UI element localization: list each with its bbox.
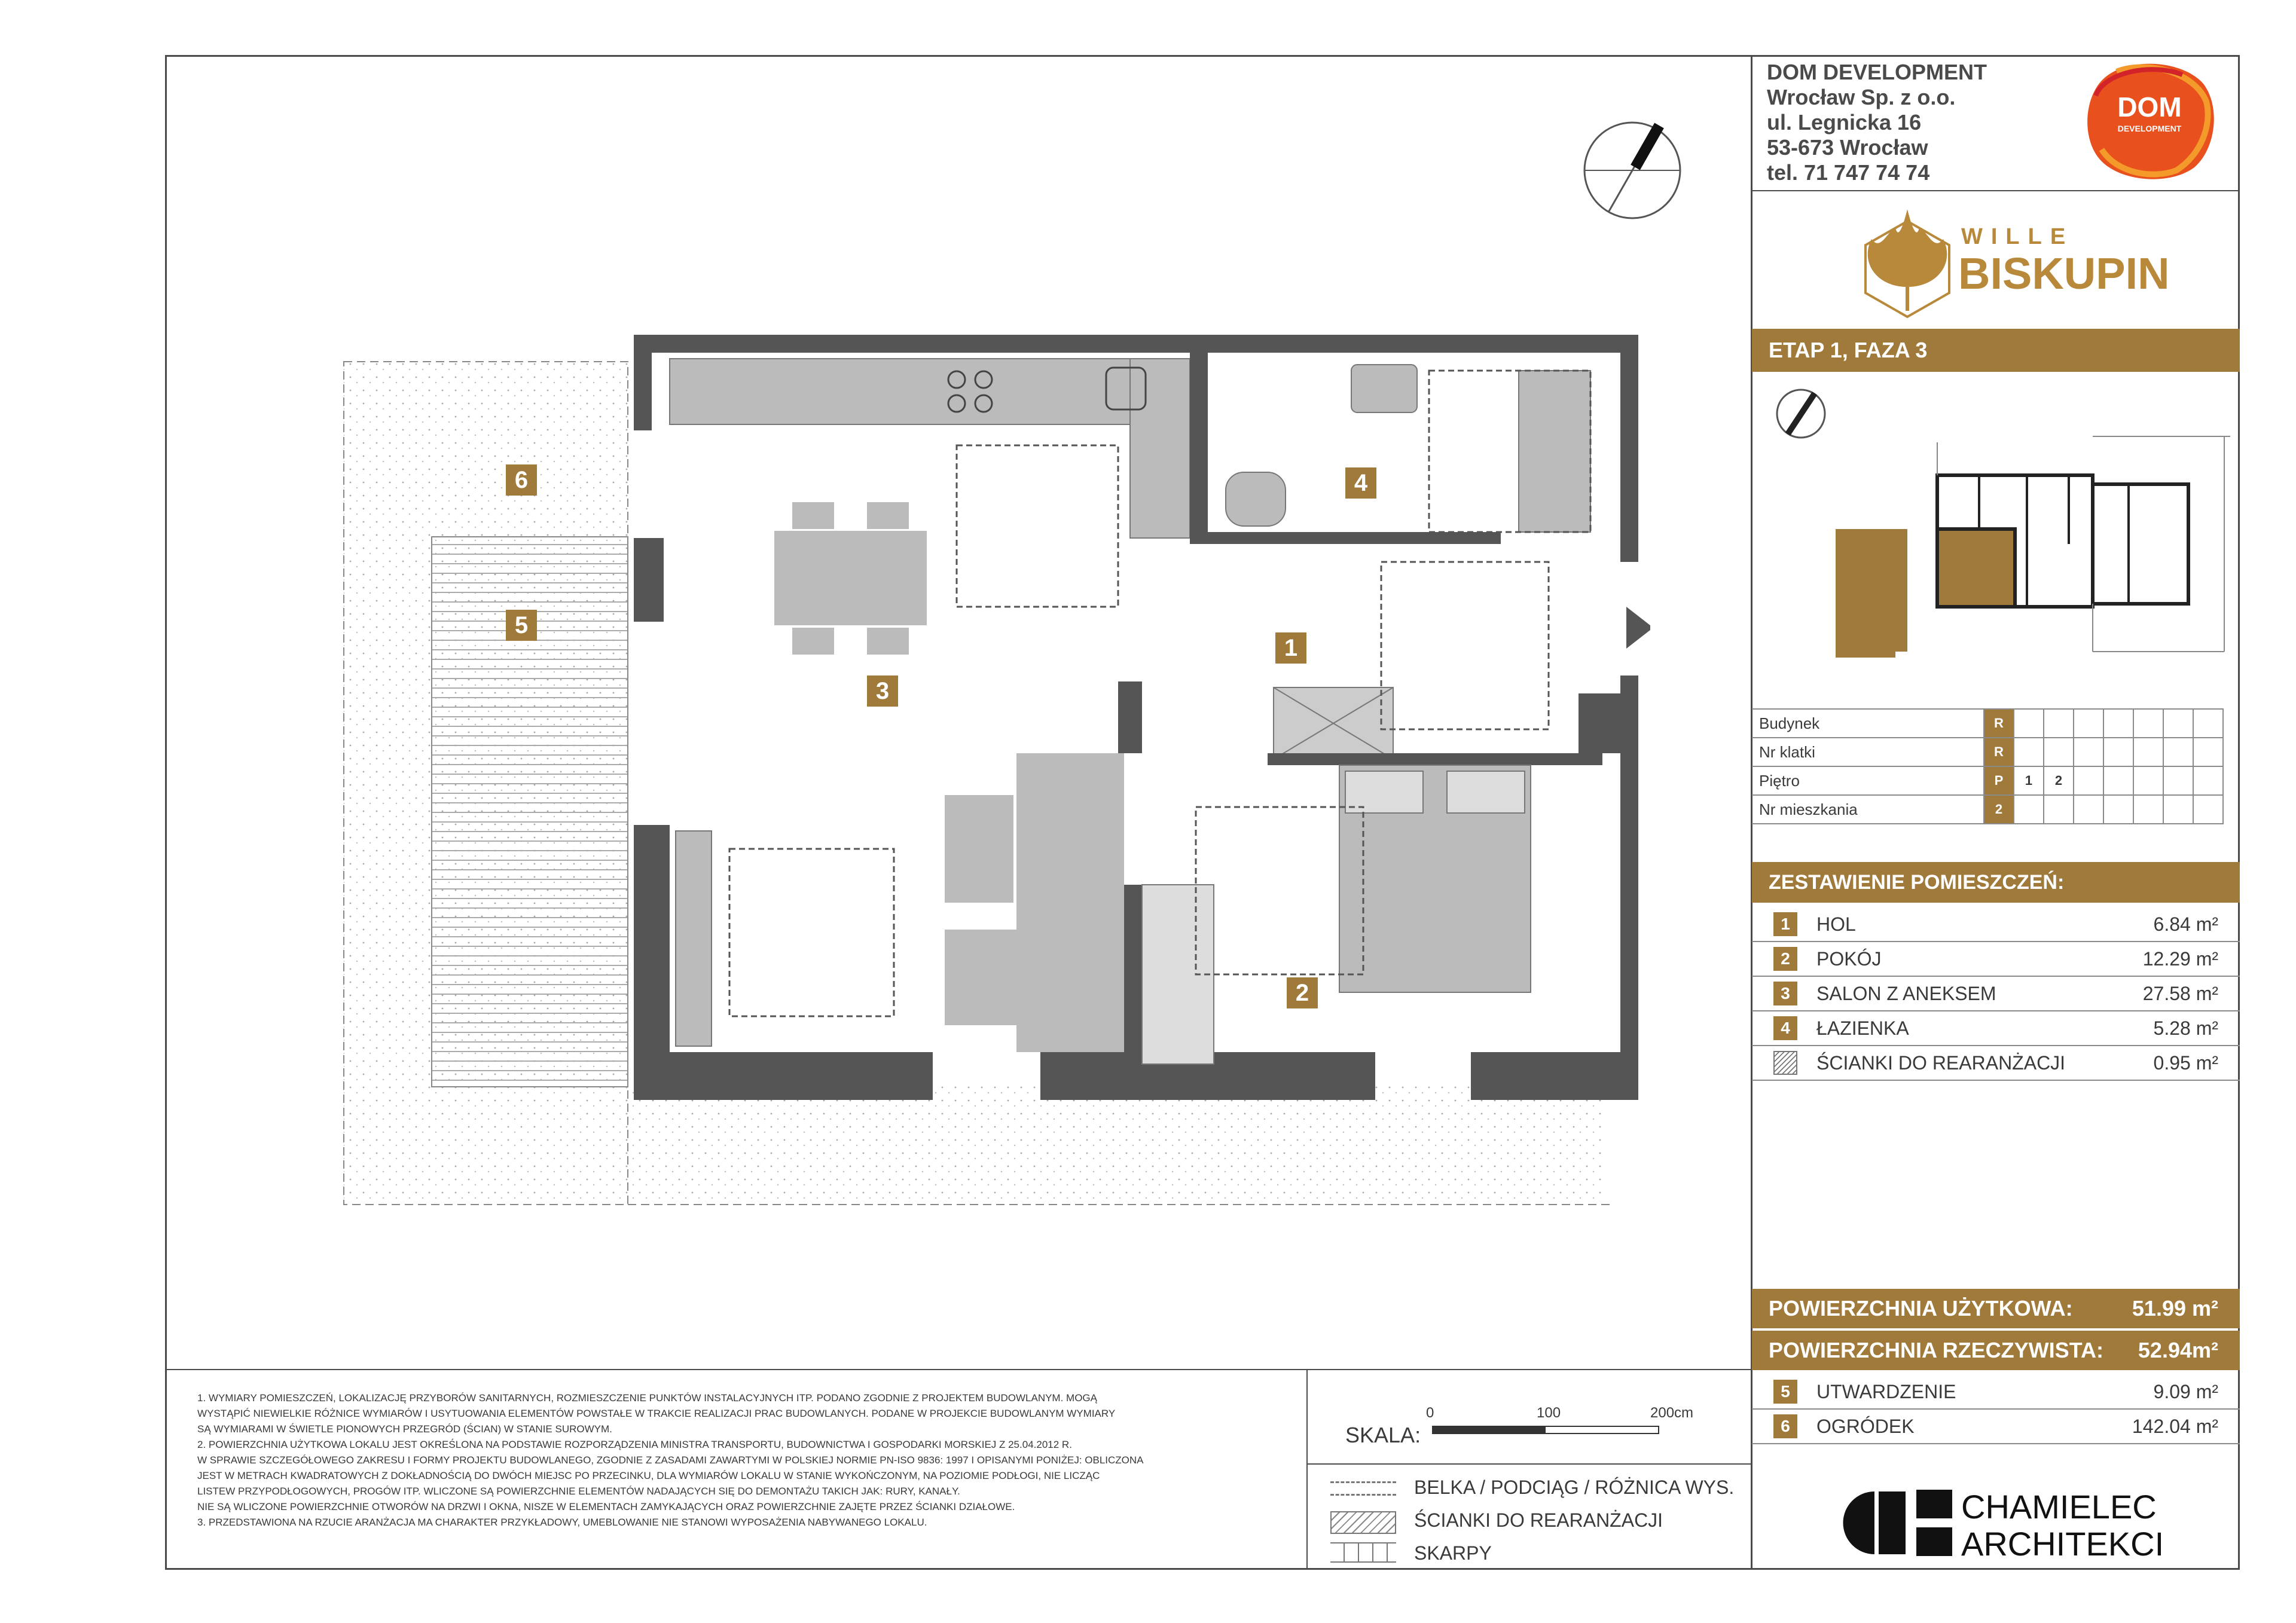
meta-row-mieszkanie [1752,795,2223,824]
note-line: LISTEW PRZYPODŁOGOWYCH, PROGÓW ITP. WLICZONE SĄ POWIERZCHNIE ELEMENTÓW NADAJĄCYCH SIĘ DO DEMONTAŻU TAKICH JAK: RURY, KANAŁY. [197,1486,960,1497]
dom-development-logo [2081,60,2218,182]
architect-square-icon [1916,1527,1952,1556]
company-line2: Wrocław Sp. z o.o. [1767,85,1956,109]
room-num: 2 [1773,947,1797,971]
slope-legend-icon [1330,1542,1396,1563]
plan-label-3: 3 [867,676,898,707]
real-area-label: POWIERZCHNIA RZECZYWISTA: [1769,1338,2103,1362]
company-name: DOM DEVELOPMENT [1767,60,1987,84]
room-name: HOL [1816,913,1856,935]
note-line: W SPRAWIE SZCZEGÓŁOWEGO ZAKRESU I FORMY PROJEKTU BUDOWLANEGO, ZGODNIE Z ZASADAMI ZAWARTYMI W POLSKIEJ NORMIE PN-ISO 9836: 1997 I OPISANYMI PONIŻEJ: OBLICZONA [197,1454,1144,1466]
note-line: SĄ WYMIARAMI W ŚWIETLE PIONOWYCH PRZEGRÓD (ŚCIAN) W STANIE SUROWYM. [197,1423,612,1435]
usable-area-label: POWIERZCHNIA UŻYTKOWA: [1769,1296,2073,1321]
room-row [1752,942,2240,977]
real-area-row [1752,1331,2240,1370]
room-row [1752,907,2240,942]
room-area: 142.04 m² [2132,1416,2218,1437]
notes-block [197,1390,1297,1530]
meta-floor-1: 1 [2014,766,2044,795]
company-phone: tel. 71 747 74 74 [1767,160,1930,185]
usable-area-row [1752,1289,2240,1328]
meta-label: Nr klatki [1752,738,1984,766]
scale-tick-100: 100 [1537,1405,1561,1421]
logo-text: DOM [2117,91,2182,123]
beam-legend-icon [1330,1481,1396,1496]
hatch-swatch-icon [1773,1051,1797,1075]
room-name: UTWARDZENIE [1816,1381,1956,1402]
architect-line1: CHAMIELEC [1961,1488,2157,1526]
legend-hatch: ŚCIANKI DO REARANŻACJI [1414,1509,1663,1531]
room-row [1752,977,2240,1011]
plan-label-4: 4 [1345,467,1376,499]
scale-bar [1432,1426,1659,1434]
note-line: 1. WYMIARY POMIESZCZEŃ, LOKALIZACJĘ PRZYBORÓW SANITARNYCH, ROZMIESZCZENIE PUNKTÓW INSTALACYJNYCH ITP. PODANO ZGODNIE Z PROJEKTEM BUDOWLANYM. MOGĄ [197,1392,1097,1404]
note-line: NIE SĄ WLICZONE POWIERZCHNIE OTWORÓW NA DRZWI I OKNA, NISZE W ELEMENTACH ZAMYKAJĄCYCH ORAZ POWIERZCHNIE ZAJĘTE PRZEZ ŚCIANKI DZIAŁOWE. [197,1501,1015,1512]
plan-label-2: 2 [1287,977,1318,1008]
meta-label: Piętro [1752,766,1984,795]
notes-vdivider [1306,1369,1308,1570]
wille-text: WILLE [1961,224,2074,249]
note-line: JEST W METRACH KWADRATOWYCH Z DOKŁADNOŚCIĄ DO DWÓCH MIEJSC PO PRZECINKU, DLA WYMIARÓW LOKALU W STANIE WYKOŃCZONYM, NA POZIOMIE PODŁOGI, NIE LICZĄC [197,1470,1100,1481]
hatch-legend-icon [1330,1511,1396,1534]
room-name: POKÓJ [1816,948,1882,970]
rooms-title: ZESTAWIENIE POMIESZCZEŃ: [1752,862,2240,903]
usable-area-value: 51.99 m² [2132,1296,2218,1321]
meta-value: P [1984,766,2014,795]
company-block [1767,60,1987,185]
meta-value: R [1984,738,2014,766]
meta-floor-2: 2 [2044,766,2074,795]
room-name: OGRÓDEK [1816,1416,1915,1437]
wille-biskupin-logo [1836,197,2170,323]
plan-label-6: 6 [506,464,537,496]
room-name: ŚCIANKI DO REARANŻACJI [1816,1052,2066,1074]
room-area: 9.09 m² [2153,1381,2218,1402]
meta-value: R [1984,709,2014,738]
architect-square-icon [1916,1490,1952,1518]
meta-value: 2 [1984,795,2014,824]
logo-subtext: DEVELOPMENT [2117,124,2182,133]
company-city: 53-673 Wrocław [1767,135,1928,160]
room-area: 0.95 m² [2153,1052,2218,1074]
legend-beam: BELKA / PODCIĄG / RÓŻNICA WYS. [1414,1477,1735,1498]
legend-divider [1306,1463,1752,1465]
room-name: SALON Z ANEKSEM [1816,983,1996,1004]
architect-line2: ARCHITEKCI [1961,1525,2164,1563]
apartment-meta-table [1752,708,2224,824]
stage-header: ETAP 1, FAZA 3 [1752,329,2240,372]
scale-tick-200: 200cm [1650,1405,1694,1421]
room-area: 5.28 m² [2153,1017,2218,1039]
compass-icon [1578,117,1686,224]
meta-row-budynek [1752,709,2223,738]
outdoor-row [1752,1375,2240,1410]
scale-label: SKALA: [1345,1423,1421,1447]
outdoor-row [1752,1410,2240,1444]
plan-label-1: 1 [1275,632,1306,664]
room-num: 6 [1773,1414,1797,1438]
chamielec-logo [1842,1488,1907,1557]
room-area: 6.84 m² [2153,913,2218,935]
room-num: 3 [1773,982,1797,1005]
room-row [1752,1046,2240,1081]
scale-tick-0: 0 [1426,1405,1434,1421]
notes-divider [165,1369,1752,1370]
plan-label-5: 5 [506,610,537,641]
meta-label: Budynek [1752,709,1984,738]
meta-row-pietro [1752,766,2223,795]
key-plan [1758,377,2230,670]
panel-hline [1751,190,2240,191]
room-num: 4 [1773,1016,1797,1040]
room-num: 5 [1773,1380,1797,1404]
room-name: ŁAZIENKA [1816,1017,1909,1039]
note-line: WYSTĄPIĆ NIEWIELKIE RÓŻNICE WYMIARÓW I USYTUOWANIA ELEMENTÓW POWSTAŁE W TRAKCIE REALIZACJI PRAC BUDOWLANYCH. PODANE W PROJEKCIE BUDOWLANYM WYMIARY [197,1408,1116,1419]
legend-slope: SKARPY [1414,1542,1492,1564]
room-num: 1 [1773,912,1797,936]
room-area: 12.29 m² [2142,948,2218,970]
company-street: ul. Legnicka 16 [1767,110,1922,135]
room-area: 27.58 m² [2142,983,2218,1004]
biskupin-text: BISKUPIN [1958,249,2170,298]
meta-label: Nr mieszkania [1752,795,1984,824]
note-line: 2. POWIERZCHNIA UŻYTKOWA LOKALU JEST OKREŚLONA NA PODSTAWIE ROZPORZĄDZENIA MINISTRA TRANSPORTU, BUDOWNICTWA I GOSPODARKI MORSKIEJ Z 25.04.2012 R. [197,1439,1072,1450]
room-row [1752,1011,2240,1046]
meta-row-klatka [1752,738,2223,766]
real-area-value: 52.94m² [2138,1338,2218,1362]
note-line: 3. PRZEDSTAWIONA NA RZUCIE ARANŻACJA MA CHARAKTER PRZYKŁADOWY, UMEBLOWANIE NIE STANOWI WYPOSAŻENIA NABYWANEGO LOKALU. [197,1517,927,1528]
